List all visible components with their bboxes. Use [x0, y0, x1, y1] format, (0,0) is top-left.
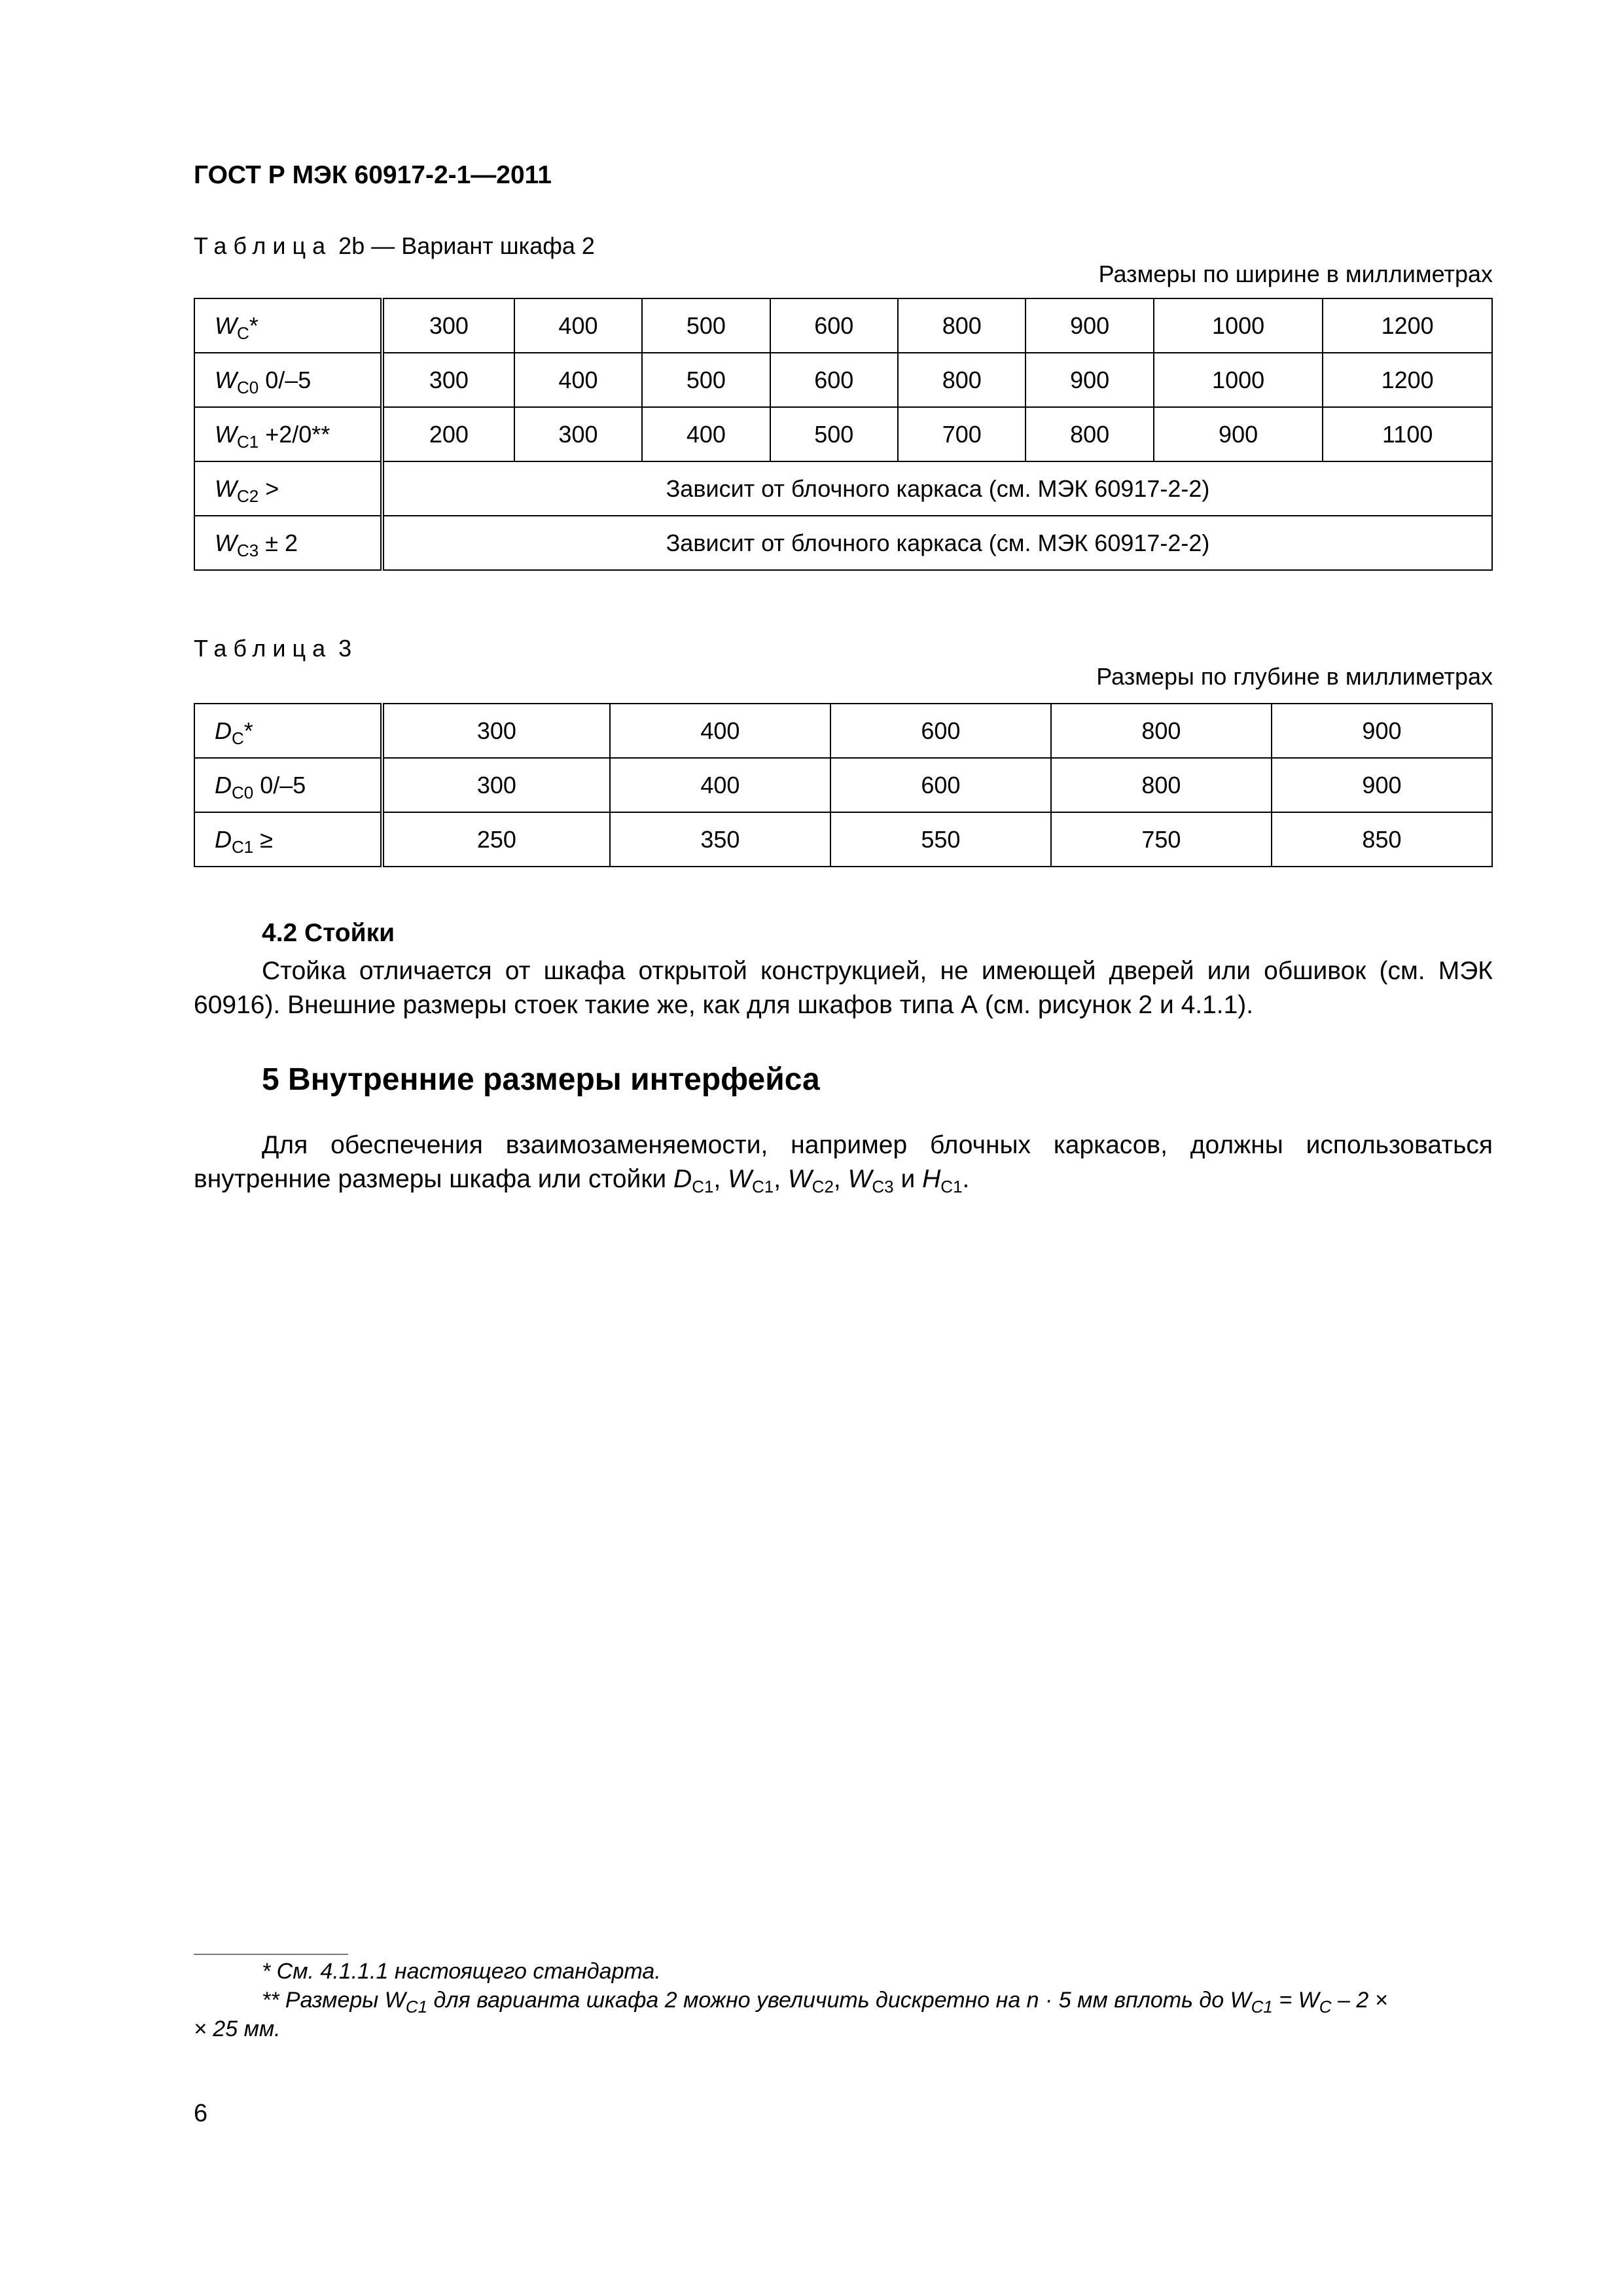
section-4-2-heading: 4.2 Стойки — [262, 919, 395, 947]
table-row — [194, 407, 1492, 461]
table-cell: 900 — [1026, 298, 1153, 353]
table-cell: 400 — [514, 298, 642, 353]
symbol: W — [787, 1165, 812, 1193]
table-cell: 550 — [830, 812, 1051, 867]
table-cell: 700 — [898, 407, 1026, 461]
table-cell: 1000 — [1154, 353, 1323, 407]
separator: и — [893, 1165, 923, 1193]
row-header: $D_C*$ — [194, 704, 382, 758]
row-header: $D_{C1}$ ≥ — [194, 812, 382, 867]
symbol: D — [673, 1165, 692, 1193]
table-row — [194, 758, 1492, 812]
table-2b-units: Размеры по ширине в миллиметрах — [1098, 260, 1493, 287]
table-cell: 600 — [830, 704, 1051, 758]
section-5-text-body: Для обеспечения взаимозаменяемости, например блочных каркасов, должны использоваться внутренние размеры шкафа или стойки — [194, 1131, 1493, 1193]
separator: , — [833, 1165, 848, 1193]
separator: . — [962, 1165, 970, 1193]
table-row — [194, 461, 1492, 516]
table-cell: 200 — [382, 407, 514, 461]
row-header: $W_{C1} +2/0**$ — [194, 407, 382, 461]
table-cell: 500 — [642, 353, 770, 407]
footnote-2: ** Размеры $W_{C1}$ для варианта шкафа 2 можно увеличить дискретно на n · 5 мм вплоть до $W_{C1} = W_C - 2$ × — [262, 1988, 1388, 2017]
table-cell: 900 — [1272, 704, 1492, 758]
table-cell: 600 — [830, 758, 1051, 812]
separator: , — [774, 1165, 788, 1193]
table-cell: 300 — [382, 758, 610, 812]
table-cell: 250 — [382, 812, 610, 867]
symbol-subscript: C1 — [751, 1177, 774, 1196]
table-cell: 800 — [898, 298, 1026, 353]
section-5-heading: 5 Внутренние размеры интерфейса — [262, 1062, 820, 1097]
table-caption-word: Таблица — [194, 232, 332, 259]
table-cell: 800 — [898, 353, 1026, 407]
symbol: W — [847, 1165, 872, 1193]
table-row — [194, 516, 1492, 570]
table-row — [194, 704, 1492, 758]
table-row — [194, 353, 1492, 407]
table-cell: 400 — [514, 353, 642, 407]
symbol: H — [922, 1165, 941, 1193]
table-cell: 800 — [1051, 704, 1272, 758]
table-cell: Зависит от блочного каркаса (см. МЭК 60917-2-2) — [382, 461, 1492, 516]
table-cell: Зависит от блочного каркаса (см. МЭК 60917-2-2) — [382, 516, 1492, 570]
footnote-1: * См. 4.1.1.1 настоящего стандарта. — [262, 1959, 661, 1984]
table-cell: 500 — [770, 407, 898, 461]
table-row — [194, 812, 1492, 867]
section-5-text — [194, 1128, 1493, 1196]
symbol-subscript: C2 — [812, 1177, 834, 1196]
table-cell: 400 — [610, 704, 830, 758]
row-header: $W_C*$ — [194, 298, 382, 353]
table-cell: 800 — [1026, 407, 1153, 461]
table-caption-word: Таблица — [194, 635, 332, 662]
table-cell: 400 — [642, 407, 770, 461]
table-cell: 1000 — [1154, 298, 1323, 353]
table-cell: 800 — [1051, 758, 1272, 812]
table-cell: 1200 — [1323, 353, 1492, 407]
table-cell: 900 — [1026, 353, 1153, 407]
section-4-2-text: Стойка отличается от шкафа открытой конструкцией, не имеющей дверей или обшивок (см. МЭК 60916). Внешние размеры стоек такие же, как для шкафов типа А (см. рисунок 2 и 4.1.1). — [194, 957, 1493, 1019]
footnote-2-continuation: × 25 мм. — [194, 2017, 281, 2041]
table-cell: 600 — [770, 298, 898, 353]
row-header: $W_{C0}$ 0/–5 — [194, 353, 382, 407]
table-cell: 900 — [1272, 758, 1492, 812]
table-cell: 900 — [1154, 407, 1323, 461]
table-row — [194, 298, 1492, 353]
table-cell: 850 — [1272, 812, 1492, 867]
table-cell: 400 — [610, 758, 830, 812]
table-cell: 500 — [642, 298, 770, 353]
footnote-separator — [194, 1954, 348, 1955]
table-3 — [194, 703, 1493, 867]
symbol-subscript: C1 — [692, 1177, 714, 1196]
page-number: 6 — [194, 2100, 208, 2127]
table-cell: 300 — [514, 407, 642, 461]
table-cell: 350 — [610, 812, 830, 867]
table-3-units: Размеры по глубине в миллиметрах — [1096, 663, 1493, 690]
document-id: ГОСТ Р МЭК 60917-2-1—2011 — [194, 161, 552, 189]
row-header: $W_{C3} \pm 2$ — [194, 516, 382, 570]
symbol: W — [728, 1165, 752, 1193]
table-caption-rest: 3 — [338, 635, 352, 662]
table-caption-rest: 2b — Вариант шкафа 2 — [338, 232, 595, 259]
row-header: $W_{C2}$ > — [194, 461, 382, 516]
symbol-subscript: C3 — [872, 1177, 894, 1196]
table-2b — [194, 298, 1493, 571]
table-cell: 750 — [1051, 812, 1272, 867]
table-cell: 300 — [382, 704, 610, 758]
row-header: $D_{C0}$ 0/–5 — [194, 758, 382, 812]
separator: , — [713, 1165, 728, 1193]
table-2b-caption — [194, 232, 595, 260]
table-cell: 1100 — [1323, 407, 1492, 461]
table-cell: 300 — [382, 353, 514, 407]
table-3-caption — [194, 635, 351, 662]
symbol-subscript: C1 — [940, 1177, 963, 1196]
table-cell: 300 — [382, 298, 514, 353]
table-cell: 1200 — [1323, 298, 1492, 353]
table-cell: 600 — [770, 353, 898, 407]
